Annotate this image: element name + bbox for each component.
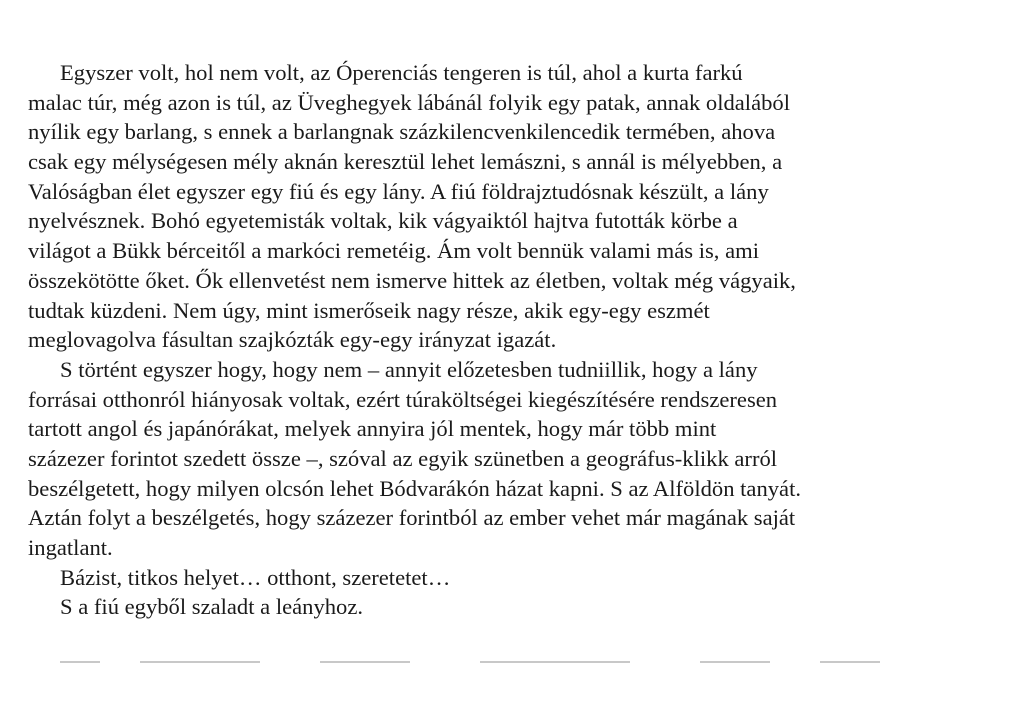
text-line: forrásai otthonról hiányosak voltak, ezért túraköltségei kiegészítésére rendszeresen xyxy=(28,386,778,412)
cropped-fragment xyxy=(820,661,880,663)
paragraph-1 xyxy=(28,58,998,355)
paragraph-4 xyxy=(28,592,998,622)
cropped-fragment xyxy=(700,661,770,663)
cropped-fragment xyxy=(480,661,630,663)
cropped-fragment xyxy=(60,661,100,663)
text-line: S történt egyszer hogy, hogy nem – annyit előzetesben tudniillik, hogy a lány xyxy=(60,356,758,382)
text-line: tudtak küzdeni. Nem úgy, mint ismerőseik nagy része, akik egy-egy eszmét xyxy=(28,297,710,323)
text-line: ingatlant. xyxy=(28,535,113,560)
text-line: Valóságban élet egyszer egy fiú és egy lány. A fiú földrajztudósnak készült, a lány xyxy=(28,178,769,204)
cropped-next-line xyxy=(60,655,890,667)
text-line: csak egy mélységesen mély aknán keresztül lehet lemászni, s annál is mélyebben, a xyxy=(28,149,783,175)
cropped-fragment xyxy=(140,661,260,663)
text-line: világot a Bükk bérceitől a markóci remetéig. Ám volt bennük valami más is, ami xyxy=(28,238,759,264)
text-line: százezer forintot szedett össze –, szóval az egyik szünetben a geográfus-klikk arról xyxy=(28,445,778,471)
text-line: beszélgetett, hogy milyen olcsón lehet Bódvarákón házat kapni. S az Alföldön tanyát. xyxy=(28,475,801,501)
text-line: nyelvésznek. Bohó egyetemisták voltak, kik vágyaiktól hajtva futották körbe a xyxy=(28,208,738,234)
text-line: Egyszer volt, hol nem volt, az Óperenciás tengeren is túl, ahol a kurta farkú xyxy=(60,60,743,85)
cropped-fragment xyxy=(320,661,410,663)
text-line: összekötötte őket. Ők ellenvetést nem ismerve hittek az életben, voltak még vágyaik, xyxy=(28,267,796,293)
document-body xyxy=(28,58,998,622)
text-line: meglovagolva fásultan szajkózták egy-egy irányzat igazát. xyxy=(28,327,557,353)
paragraph-2 xyxy=(28,355,998,563)
paragraph-3 xyxy=(28,563,998,593)
text-line: Bázist, titkos helyet… otthont, szeretetet… xyxy=(60,564,451,590)
text-line: Aztán folyt a beszélgetés, hogy százezer forintból az ember vehet már magának saját xyxy=(28,505,796,531)
text-line: S a fiú egyből szaladt a leányhoz. xyxy=(60,594,364,620)
text-line: tartott angol és japánórákat, melyek annyira jól mentek, hogy már több mint xyxy=(28,416,717,442)
text-line: nyílik egy barlang, s ennek a barlangnak százkilencvenkilencedik termében, ahova xyxy=(28,119,776,145)
text-line: malac túr, még azon is túl, az Üveghegyek lábánál folyik egy patak, annak oldalából xyxy=(28,89,790,115)
